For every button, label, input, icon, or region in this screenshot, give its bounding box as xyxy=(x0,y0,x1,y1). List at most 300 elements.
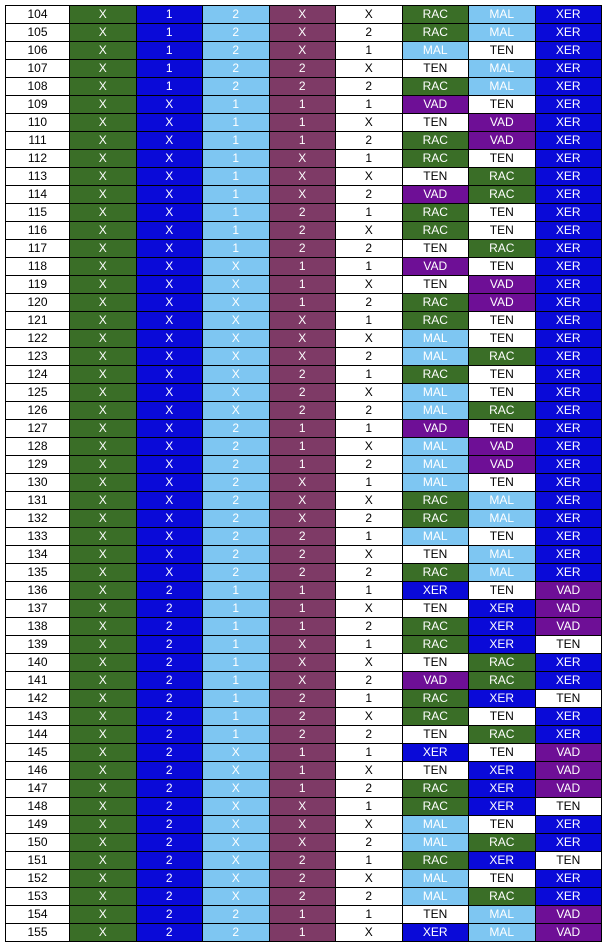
symbol-cell: 1 xyxy=(269,618,336,636)
symbol-cell: 2 xyxy=(136,636,203,654)
result-table xyxy=(5,5,602,942)
code-cell: XER xyxy=(535,384,602,402)
symbol-cell: 2 xyxy=(269,240,336,258)
symbol-cell: X xyxy=(70,618,137,636)
table-row xyxy=(6,438,602,456)
code-cell: TEN xyxy=(469,744,536,762)
code-cell: RAC xyxy=(402,852,469,870)
symbol-cell: 2 xyxy=(203,438,270,456)
code-cell: VAD xyxy=(469,114,536,132)
symbol-cell: X xyxy=(70,132,137,150)
symbol-cell: X xyxy=(136,348,203,366)
symbol-cell: 2 xyxy=(269,402,336,420)
symbol-cell: 2 xyxy=(136,600,203,618)
symbol-cell: 2 xyxy=(203,78,270,96)
symbol-cell: X xyxy=(336,276,403,294)
symbol-cell: 2 xyxy=(203,24,270,42)
symbol-cell: 2 xyxy=(336,132,403,150)
code-cell: XER xyxy=(535,348,602,366)
symbol-cell: 1 xyxy=(203,636,270,654)
symbol-cell: 2 xyxy=(336,618,403,636)
symbol-cell: X xyxy=(136,222,203,240)
code-cell: XER xyxy=(469,618,536,636)
symbol-cell: X xyxy=(336,546,403,564)
code-cell: XER xyxy=(535,654,602,672)
symbol-cell: X xyxy=(336,114,403,132)
symbol-cell: X xyxy=(70,636,137,654)
symbol-cell: X xyxy=(70,114,137,132)
table-row xyxy=(6,384,602,402)
symbol-cell: X xyxy=(269,798,336,816)
symbol-cell: 1 xyxy=(203,96,270,114)
code-cell: MAL xyxy=(469,564,536,582)
symbol-cell: X xyxy=(269,330,336,348)
row-number-cell: 118 xyxy=(6,258,70,276)
code-cell: XER xyxy=(535,420,602,438)
symbol-cell: 2 xyxy=(336,780,403,798)
symbol-cell: X xyxy=(70,564,137,582)
symbol-cell: 2 xyxy=(269,546,336,564)
row-number-cell: 113 xyxy=(6,168,70,186)
code-cell: MAL xyxy=(469,60,536,78)
code-cell: XER xyxy=(535,60,602,78)
symbol-cell: 2 xyxy=(136,888,203,906)
code-cell: RAC xyxy=(469,168,536,186)
table-row xyxy=(6,366,602,384)
symbol-cell: X xyxy=(336,492,403,510)
symbol-cell: X xyxy=(136,294,203,312)
symbol-cell: X xyxy=(269,6,336,24)
symbol-cell: X xyxy=(136,96,203,114)
table-row xyxy=(6,276,602,294)
table-row xyxy=(6,546,602,564)
table-row xyxy=(6,402,602,420)
table-row xyxy=(6,834,602,852)
code-cell: MAL xyxy=(469,924,536,942)
symbol-cell: X xyxy=(70,528,137,546)
table-row xyxy=(6,474,602,492)
table-row xyxy=(6,852,602,870)
symbol-cell: 1 xyxy=(336,690,403,708)
code-cell: VAD xyxy=(402,420,469,438)
symbol-cell: 2 xyxy=(203,492,270,510)
code-cell: XER xyxy=(535,438,602,456)
symbol-cell: 1 xyxy=(203,690,270,708)
symbol-cell: 2 xyxy=(136,816,203,834)
symbol-cell: X xyxy=(336,762,403,780)
code-cell: XER xyxy=(402,582,469,600)
code-cell: XER xyxy=(535,546,602,564)
symbol-cell: X xyxy=(136,330,203,348)
symbol-cell: 1 xyxy=(269,582,336,600)
symbol-cell: X xyxy=(70,474,137,492)
table-row xyxy=(6,492,602,510)
table-row xyxy=(6,294,602,312)
symbol-cell: X xyxy=(136,510,203,528)
symbol-cell: 1 xyxy=(203,618,270,636)
symbol-cell: 2 xyxy=(203,60,270,78)
symbol-cell: X xyxy=(203,276,270,294)
symbol-cell: X xyxy=(203,402,270,420)
row-number-cell: 116 xyxy=(6,222,70,240)
code-cell: TEN xyxy=(402,726,469,744)
symbol-cell: X xyxy=(70,312,137,330)
table-row xyxy=(6,420,602,438)
symbol-cell: 2 xyxy=(203,474,270,492)
table-row xyxy=(6,924,602,942)
table-row xyxy=(6,708,602,726)
symbol-cell: 1 xyxy=(136,60,203,78)
code-cell: XER xyxy=(469,798,536,816)
code-cell: TEN xyxy=(469,222,536,240)
symbol-cell: X xyxy=(70,816,137,834)
code-cell: RAC xyxy=(402,24,469,42)
row-number-cell: 150 xyxy=(6,834,70,852)
symbol-cell: 2 xyxy=(269,708,336,726)
symbol-cell: X xyxy=(336,6,403,24)
symbol-cell: 1 xyxy=(203,600,270,618)
symbol-cell: X xyxy=(336,168,403,186)
code-cell: MAL xyxy=(469,492,536,510)
symbol-cell: X xyxy=(269,474,336,492)
code-cell: XER xyxy=(535,258,602,276)
code-cell: RAC xyxy=(469,834,536,852)
code-cell: TEN xyxy=(469,96,536,114)
symbol-cell: 1 xyxy=(203,654,270,672)
symbol-cell: 2 xyxy=(336,294,403,312)
row-number-cell: 125 xyxy=(6,384,70,402)
table-row xyxy=(6,6,602,24)
table-row xyxy=(6,78,602,96)
symbol-cell: 2 xyxy=(136,780,203,798)
symbol-cell: X xyxy=(70,366,137,384)
code-cell: VAD xyxy=(469,276,536,294)
symbol-cell: X xyxy=(269,312,336,330)
symbol-cell: X xyxy=(203,870,270,888)
code-cell: TEN xyxy=(469,708,536,726)
row-number-cell: 155 xyxy=(6,924,70,942)
symbol-cell: X xyxy=(70,708,137,726)
row-number-cell: 131 xyxy=(6,492,70,510)
symbol-cell: 2 xyxy=(203,528,270,546)
code-cell: TEN xyxy=(469,258,536,276)
row-number-cell: 122 xyxy=(6,330,70,348)
symbol-cell: X xyxy=(203,366,270,384)
code-cell: TEN xyxy=(469,870,536,888)
row-number-cell: 124 xyxy=(6,366,70,384)
code-cell: MAL xyxy=(469,546,536,564)
table-row xyxy=(6,24,602,42)
code-cell: VAD xyxy=(469,294,536,312)
symbol-cell: 1 xyxy=(203,672,270,690)
symbol-cell: 1 xyxy=(203,186,270,204)
symbol-cell: X xyxy=(136,546,203,564)
row-number-cell: 127 xyxy=(6,420,70,438)
symbol-cell: 1 xyxy=(269,744,336,762)
code-cell: RAC xyxy=(469,240,536,258)
code-cell: VAD xyxy=(469,456,536,474)
code-cell: TEN xyxy=(469,420,536,438)
row-number-cell: 129 xyxy=(6,456,70,474)
symbol-cell: 2 xyxy=(136,852,203,870)
code-cell: RAC xyxy=(402,312,469,330)
code-cell: MAL xyxy=(469,906,536,924)
code-cell: MAL xyxy=(402,42,469,60)
symbol-cell: 1 xyxy=(336,258,403,276)
symbol-cell: 1 xyxy=(203,582,270,600)
symbol-cell: 2 xyxy=(136,924,203,942)
symbol-cell: 2 xyxy=(136,834,203,852)
code-cell: RAC xyxy=(402,222,469,240)
table-body xyxy=(6,6,602,942)
symbol-cell: X xyxy=(336,924,403,942)
code-cell: MAL xyxy=(402,384,469,402)
symbol-cell: X xyxy=(70,834,137,852)
symbol-cell: 2 xyxy=(336,456,403,474)
symbol-cell: 2 xyxy=(269,852,336,870)
symbol-cell: 1 xyxy=(136,24,203,42)
code-cell: XER xyxy=(535,510,602,528)
symbol-cell: 2 xyxy=(269,366,336,384)
row-number-cell: 123 xyxy=(6,348,70,366)
row-number-cell: 126 xyxy=(6,402,70,420)
symbol-cell: X xyxy=(70,420,137,438)
code-cell: XER xyxy=(469,600,536,618)
row-number-cell: 146 xyxy=(6,762,70,780)
symbol-cell: X xyxy=(203,312,270,330)
symbol-cell: X xyxy=(203,762,270,780)
symbol-cell: X xyxy=(136,150,203,168)
symbol-cell: X xyxy=(70,438,137,456)
symbol-cell: 1 xyxy=(136,6,203,24)
symbol-cell: X xyxy=(70,870,137,888)
symbol-cell: X xyxy=(70,186,137,204)
code-cell: XER xyxy=(535,114,602,132)
code-cell: VAD xyxy=(535,600,602,618)
row-number-cell: 152 xyxy=(6,870,70,888)
code-cell: RAC xyxy=(402,708,469,726)
table-row xyxy=(6,258,602,276)
symbol-cell: 2 xyxy=(203,546,270,564)
code-cell: MAL xyxy=(402,870,469,888)
code-cell: VAD xyxy=(535,924,602,942)
symbol-cell: 1 xyxy=(336,528,403,546)
code-cell: XER xyxy=(469,780,536,798)
symbol-cell: 1 xyxy=(336,150,403,168)
code-cell: RAC xyxy=(469,348,536,366)
row-number-cell: 147 xyxy=(6,780,70,798)
row-number-cell: 142 xyxy=(6,690,70,708)
symbol-cell: X xyxy=(136,276,203,294)
symbol-cell: X xyxy=(336,708,403,726)
symbol-cell: 1 xyxy=(336,420,403,438)
row-number-cell: 117 xyxy=(6,240,70,258)
table-row xyxy=(6,42,602,60)
symbol-cell: 1 xyxy=(269,294,336,312)
symbol-cell: 1 xyxy=(336,906,403,924)
symbol-cell: X xyxy=(70,240,137,258)
symbol-cell: X xyxy=(336,654,403,672)
code-cell: RAC xyxy=(402,780,469,798)
row-number-cell: 151 xyxy=(6,852,70,870)
symbol-cell: X xyxy=(269,816,336,834)
table-row xyxy=(6,114,602,132)
symbol-cell: 1 xyxy=(269,96,336,114)
symbol-cell: 1 xyxy=(269,906,336,924)
symbol-cell: 2 xyxy=(269,690,336,708)
table-row xyxy=(6,186,602,204)
symbol-cell: 1 xyxy=(269,456,336,474)
symbol-cell: 1 xyxy=(269,600,336,618)
symbol-cell: 1 xyxy=(203,114,270,132)
code-cell: XER xyxy=(535,204,602,222)
code-cell: XER xyxy=(535,870,602,888)
row-number-cell: 109 xyxy=(6,96,70,114)
code-cell: TEN xyxy=(402,654,469,672)
symbol-cell: 2 xyxy=(136,798,203,816)
code-cell: RAC xyxy=(469,186,536,204)
code-cell: VAD xyxy=(469,438,536,456)
code-cell: MAL xyxy=(402,474,469,492)
symbol-cell: X xyxy=(70,780,137,798)
symbol-cell: X xyxy=(336,60,403,78)
code-cell: VAD xyxy=(469,132,536,150)
symbol-cell: 1 xyxy=(336,636,403,654)
symbol-cell: 1 xyxy=(203,150,270,168)
symbol-cell: X xyxy=(336,816,403,834)
symbol-cell: 1 xyxy=(336,744,403,762)
code-cell: XER xyxy=(535,672,602,690)
code-cell: RAC xyxy=(469,672,536,690)
symbol-cell: 2 xyxy=(136,582,203,600)
code-cell: XER xyxy=(535,834,602,852)
symbol-cell: X xyxy=(203,744,270,762)
symbol-cell: 1 xyxy=(136,78,203,96)
code-cell: TEN xyxy=(469,528,536,546)
symbol-cell: 2 xyxy=(269,870,336,888)
code-cell: RAC xyxy=(402,204,469,222)
symbol-cell: 2 xyxy=(203,420,270,438)
code-cell: RAC xyxy=(402,798,469,816)
code-cell: TEN xyxy=(402,906,469,924)
code-cell: MAL xyxy=(402,402,469,420)
symbol-cell: X xyxy=(70,798,137,816)
symbol-cell: X xyxy=(70,852,137,870)
symbol-cell: X xyxy=(136,438,203,456)
symbol-cell: X xyxy=(203,888,270,906)
table-row xyxy=(6,564,602,582)
symbol-cell: X xyxy=(70,924,137,942)
code-cell: XER xyxy=(535,528,602,546)
row-number-cell: 154 xyxy=(6,906,70,924)
code-cell: MAL xyxy=(402,348,469,366)
code-cell: VAD xyxy=(535,744,602,762)
row-number-cell: 121 xyxy=(6,312,70,330)
code-cell: XER xyxy=(535,240,602,258)
table-row xyxy=(6,510,602,528)
symbol-cell: 1 xyxy=(203,132,270,150)
code-cell: TEN xyxy=(469,366,536,384)
symbol-cell: 2 xyxy=(136,762,203,780)
symbol-cell: 2 xyxy=(203,906,270,924)
symbol-cell: X xyxy=(336,384,403,402)
table-row xyxy=(6,240,602,258)
symbol-cell: 2 xyxy=(203,42,270,60)
symbol-cell: 2 xyxy=(203,564,270,582)
code-cell: XER xyxy=(535,186,602,204)
symbol-cell: 2 xyxy=(336,834,403,852)
symbol-cell: X xyxy=(203,780,270,798)
symbol-cell: X xyxy=(70,582,137,600)
symbol-cell: X xyxy=(70,402,137,420)
code-cell: VAD xyxy=(402,96,469,114)
code-cell: TEN xyxy=(402,168,469,186)
table-row xyxy=(6,690,602,708)
code-cell: TEN xyxy=(402,60,469,78)
symbol-cell: 2 xyxy=(336,24,403,42)
code-cell: XER xyxy=(535,708,602,726)
table-row xyxy=(6,204,602,222)
symbol-cell: 1 xyxy=(203,726,270,744)
row-number-cell: 120 xyxy=(6,294,70,312)
code-cell: TEN xyxy=(402,114,469,132)
symbol-cell: X xyxy=(136,528,203,546)
table-row xyxy=(6,60,602,78)
symbol-cell: X xyxy=(70,762,137,780)
symbol-cell: 2 xyxy=(269,222,336,240)
row-number-cell: 111 xyxy=(6,132,70,150)
symbol-cell: X xyxy=(136,132,203,150)
symbol-cell: X xyxy=(336,222,403,240)
symbol-cell: 2 xyxy=(269,78,336,96)
row-number-cell: 135 xyxy=(6,564,70,582)
symbol-cell: 1 xyxy=(203,240,270,258)
code-cell: TEN xyxy=(402,600,469,618)
symbol-cell: 1 xyxy=(336,366,403,384)
row-number-cell: 104 xyxy=(6,6,70,24)
symbol-cell: 1 xyxy=(336,582,403,600)
symbol-cell: 2 xyxy=(336,672,403,690)
symbol-cell: 2 xyxy=(136,708,203,726)
table-row xyxy=(6,762,602,780)
code-cell: XER xyxy=(535,78,602,96)
symbol-cell: X xyxy=(269,834,336,852)
code-cell: RAC xyxy=(402,618,469,636)
symbol-cell: X xyxy=(136,168,203,186)
table-row xyxy=(6,726,602,744)
symbol-cell: 1 xyxy=(336,798,403,816)
symbol-cell: 1 xyxy=(269,114,336,132)
code-cell: XER xyxy=(535,24,602,42)
symbol-cell: X xyxy=(136,564,203,582)
code-cell: TEN xyxy=(402,276,469,294)
symbol-cell: 2 xyxy=(136,870,203,888)
symbol-cell: X xyxy=(136,474,203,492)
symbol-cell: X xyxy=(136,384,203,402)
symbol-cell: X xyxy=(203,834,270,852)
code-cell: TEN xyxy=(535,798,602,816)
symbol-cell: 1 xyxy=(203,708,270,726)
code-cell: VAD xyxy=(535,780,602,798)
code-cell: XER xyxy=(469,762,536,780)
table-row xyxy=(6,888,602,906)
row-number-cell: 115 xyxy=(6,204,70,222)
symbol-cell: 1 xyxy=(269,132,336,150)
symbol-cell: X xyxy=(136,204,203,222)
symbol-cell: X xyxy=(70,276,137,294)
row-number-cell: 137 xyxy=(6,600,70,618)
symbol-cell: 1 xyxy=(336,96,403,114)
